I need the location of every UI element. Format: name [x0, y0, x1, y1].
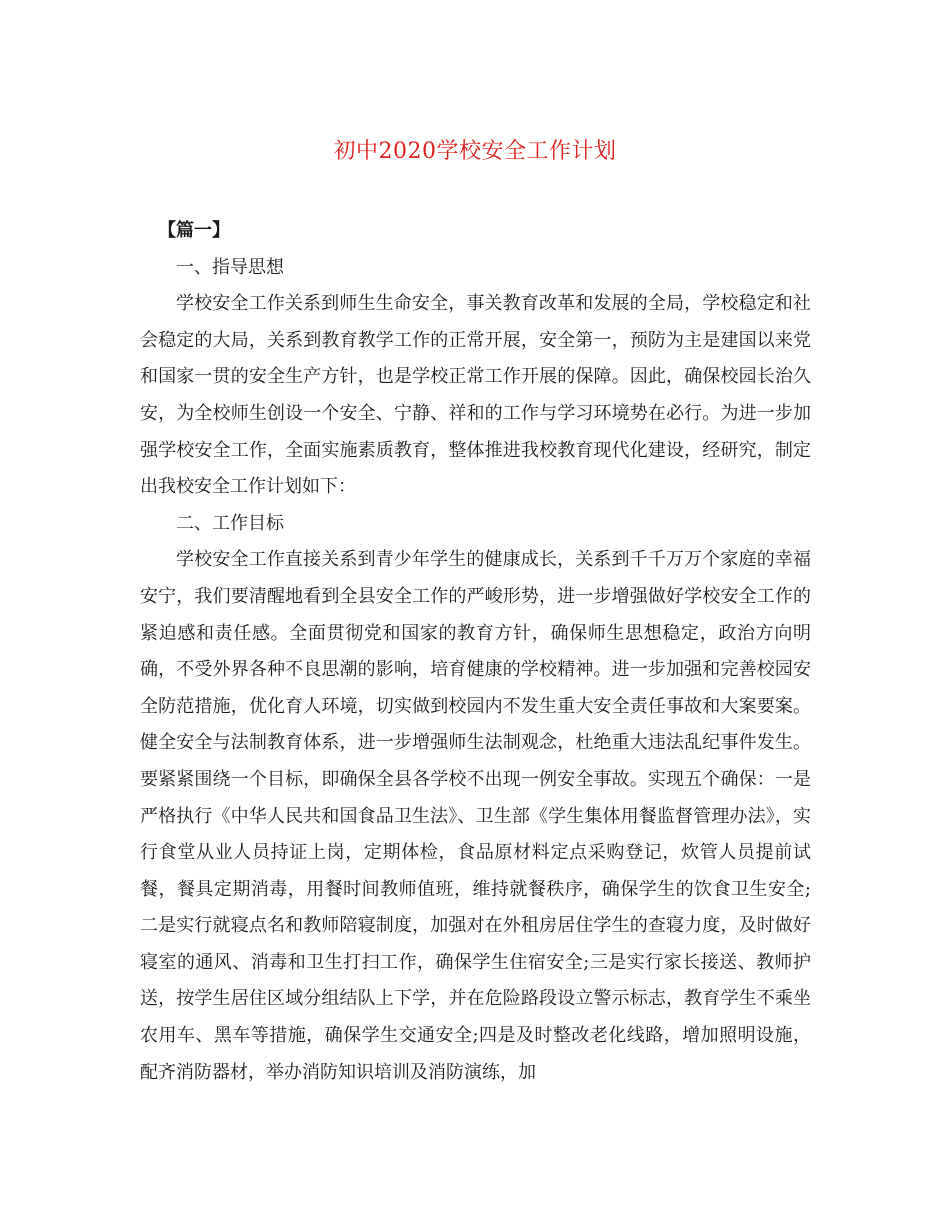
document-body — [140, 213, 811, 1091]
paragraph-work-goals: 学校安全工作直接关系到青少年学生的健康成长，关系到千千万万个家庭的幸福安宁，我们要清醒地看到全县安全工作的严峻形势，进一步增强做好学校安全工作的紧迫感和责任感。全面贯彻党和国家的教育方针，确保师生思想稳定，政治方向明确，不受外界各种不良思潮的影响，培育健康的学校精神。进一步加强和完善校园安全防范措施，优化育人环境，切实做到校园内不发生重大安全责任事故和大案要案。健全安全与法制教育体系，进一步增强师生法制观念，杜绝重大违法乱纪事件发生。要紧紧围绕一个目标，即确保全县各学校不出现一例安全事故。实现五个确保：一是严格执行《中华人民共和国食品卫生法》、卫生部《学生集体用餐监督管理办法》，实行食堂从业人员持证上岗，定期体检，食品原材料定点采购登记，炊管人员提前试餐，餐具定期消毒，用餐时间教师值班，维持就餐秩序，确保学生的饮食卫生安全;二是实行就寝点名和教师陪寝制度，加强对在外租房居住学生的查寝力度，及时做好寝室的通风、消毒和卫生打扫工作，确保学生住宿安全;三是实行家长接送、教师护送，按学生居住区域分组结队上下学，并在危险路段设立警示标志，教育学生不乘坐农用车、黑车等措施，确保学生交通安全;四是及时整改老化线路，增加照明设施，配齐消防器材，举办消防知识培训及消防演练，加 — [140, 549, 811, 1083]
document-title: 初中2020学校安全工作计划 — [333, 139, 617, 164]
section-label: 【篇一】 — [158, 220, 230, 241]
paragraph-guiding-ideology: 学校安全工作关系到师生生命安全，事关教育改革和发展的全局，学校稳定和社会稳定的大局，关系到教育教学工作的正常开展，安全第一，预防为主是建国以来党和国家一贯的安全生产方针，也是学校正常工作开展的保障。因此，确保校园长治久安，为全校师生创设一个安全、宁静、祥和的工作与学习环境势在必行。为进一步加强学校安全工作，全面实施素质教育，整体推进我校教育现代化建设，经研究，制定出我校安全工作计划如下： — [140, 293, 811, 498]
section-heading-work-goals: 二、工作目标 — [176, 512, 284, 534]
section-heading-guiding-ideology: 一、指导思想 — [176, 256, 284, 278]
